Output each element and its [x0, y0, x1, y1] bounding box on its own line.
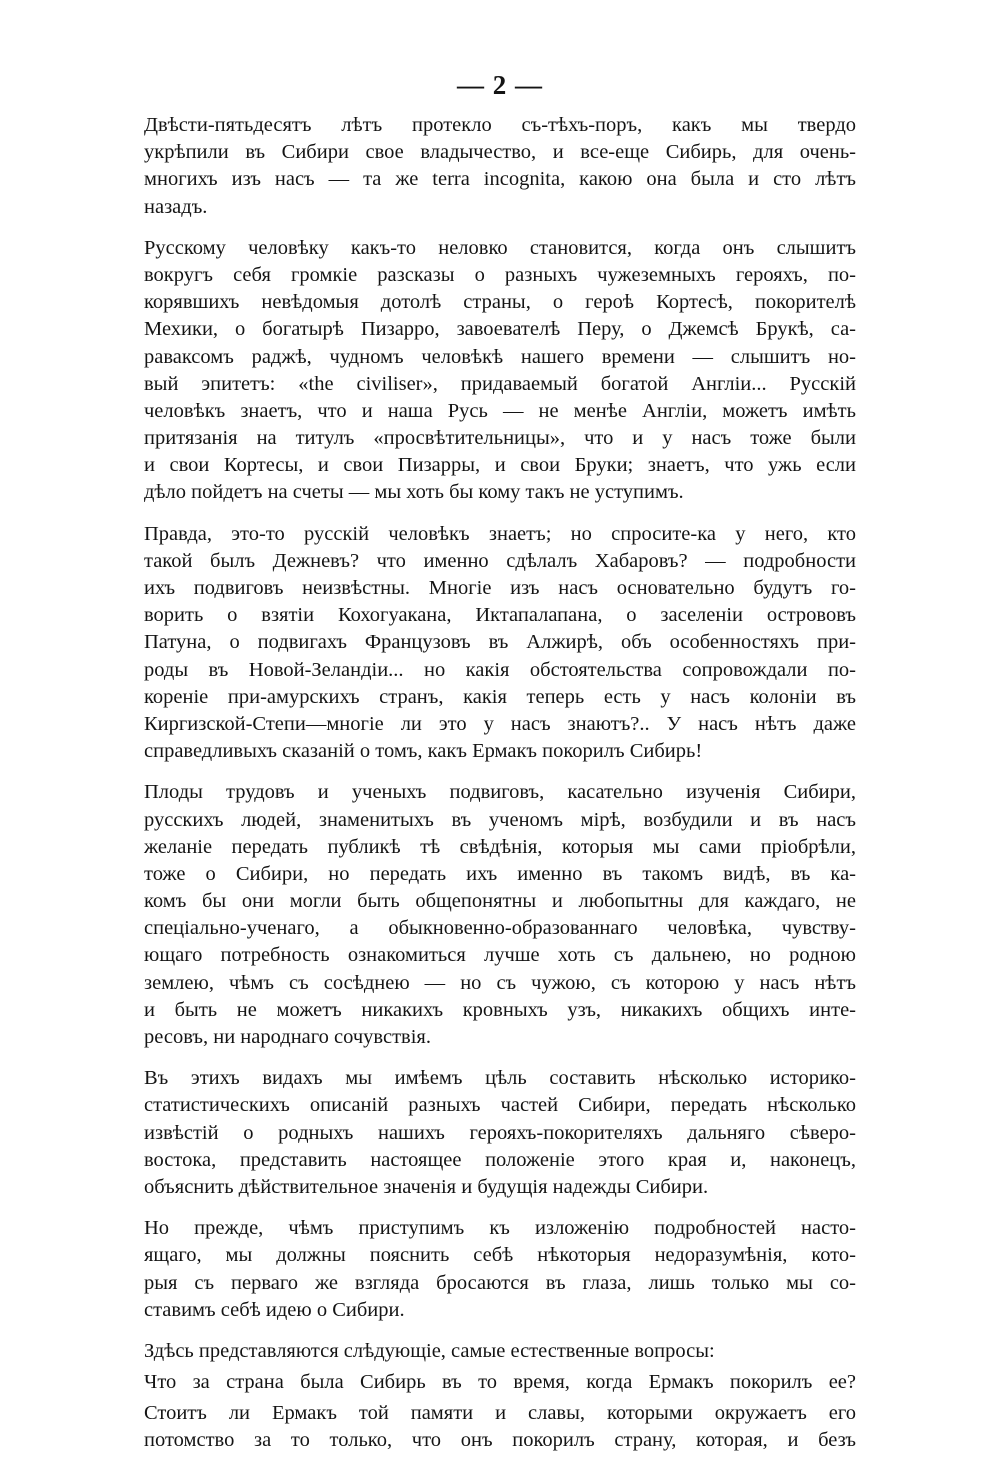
text-line: ресовъ, ни народнаго сочувствія.	[144, 1026, 431, 1048]
text-line: и быть не можетъ никакихъ кровныхъ узъ, никакихъ общихъ инте-	[144, 998, 856, 1021]
paragraph-2	[144, 235, 856, 507]
paragraph-7	[144, 1338, 856, 1365]
text-line: объяснить дѣйствительное значенія и будущія надежды Сибири.	[144, 1175, 709, 1198]
paragraph-4	[144, 779, 856, 1051]
text-line: желаніе передать публикѣ тѣ свѣдѣнія, которыя мы сами пріобрѣли,	[144, 835, 856, 858]
text-line: Здѣсь представляются слѣдующіе, самые естественные вопросы:	[144, 1339, 715, 1362]
text-line: раваксомъ раджѣ, чудномъ человѣкѣ нашего времени — слышитъ но-	[144, 345, 856, 368]
text-line: многихъ изъ насъ — та же terra incognita, какою она была и сто лѣтъ	[144, 168, 856, 191]
text-line: землею, чѣмъ съ сосѣднею — но съ чужою, съ которою у насъ нѣтъ	[144, 971, 856, 994]
text-line: статистическихъ описаній разныхъ частей Сибири, передать нѣсколько	[144, 1094, 856, 1117]
text-line: Двѣсти-пятьдесятъ лѣтъ протекло съ-тѣхъ-поръ, какъ мы твердо	[144, 114, 856, 136]
text-line: Патуна, о подвигахъ Французовъ въ Алжирѣ, объ особенностяхъ при-	[144, 631, 856, 654]
text-line: притязанія на титулъ «просвѣтительницы», что и у насъ тоже были	[144, 427, 856, 450]
text-line: Въ этихъ видахъ мы имѣемъ цѣль составить нѣсколько историко-	[144, 1067, 856, 1090]
text-line: ящаго, мы должны пояснить себѣ нѣкоторыя недоразумѣнія, кото-	[144, 1244, 856, 1267]
text-line: Но прежде, чѣмъ приступимъ къ изложенію подробностей насто-	[144, 1217, 856, 1240]
text-line: укрѣпили въ Сибири свое владычество, и все-еще Сибирь, для очень-	[144, 141, 856, 164]
text-line: Что за страна была Сибирь въ то время, когда Ермакъ покорилъ ее?	[144, 1371, 856, 1394]
paragraph-3	[144, 521, 856, 766]
text-line: справедливыхъ сказаній о томъ, какъ Ермакъ покорилъ Сибирь!	[144, 740, 703, 763]
page-number: — 2 —	[457, 70, 543, 100]
text-line: Русскому человѣку какъ-то неловко становится, когда онъ слышитъ	[144, 236, 856, 259]
text-line: ставимъ себѣ идею о Сибири.	[144, 1298, 405, 1321]
text-line: такой былъ Дежневъ? что именно сдѣлалъ Хабаровъ? — подробности	[144, 549, 856, 572]
text-line: востока, представить настоящее положеніе этого края и, наконецъ,	[144, 1148, 856, 1171]
body-text	[144, 112, 856, 1469]
text-line: Правда, это-то русскій человѣкъ знаетъ; но спросите-ка у него, кто	[144, 522, 856, 545]
text-line: Мехики, о богатырѣ Пизарро, завоевателѣ Перу, о Джемсѣ Брукѣ, са-	[144, 318, 856, 341]
text-line: рыя съ перваго же взгляда бросаются въ глаза, лишь только мы со-	[144, 1271, 856, 1294]
paragraph-8	[144, 1369, 856, 1396]
text-line: ющаго потребность ознакомиться лучше хоть съ дальнею, но родною	[144, 944, 856, 967]
text-line: ворить о взятіи Кохогуакана, Иктапалапана, о заселеніи острововъ	[144, 604, 856, 627]
text-line: потомство за то только, что онъ покорилъ страну, которая, и безъ	[144, 1429, 856, 1452]
text-line: извѣстій о родныхъ нашихъ герояхъ-покорителяхъ дальняго сѣверо-	[144, 1121, 856, 1144]
text-line: вый эпитетъ: «the civiliser», придаваемый богатой Англіи... Русскій	[144, 372, 856, 395]
text-line: корявшихъ невѣдомыя дотолѣ страны, о героѣ Кортесѣ, покорителѣ	[144, 291, 856, 314]
text-line: комъ бы они могли быть общепонятны и любопытны для каждаго, не	[144, 890, 856, 913]
text-line: человѣкъ знаетъ, что и наша Русь — не менѣе Англіи, можетъ имѣть	[144, 399, 856, 422]
paragraph-5	[144, 1065, 856, 1201]
text-line: вокругъ себя громкіе разсказы о разныхъ чужеземныхъ герояхъ, по-	[144, 263, 856, 286]
paragraph-1	[144, 112, 856, 221]
paragraph-9	[144, 1400, 856, 1454]
text-line: Киргизской-Степи—многіе ли это у насъ знаютъ?.. У насъ нѣтъ даже	[144, 712, 856, 735]
text-line: ихъ подвиговъ неизвѣстны. Многіе изъ насъ основательно будутъ го-	[144, 577, 856, 599]
text-line: Плоды трудовъ и ученыхъ подвиговъ, касательно изученія Сибири,	[144, 781, 856, 804]
text-line: и свои Кортесы, и свои Пизарры, и свои Бруки; знаетъ, что ужь если	[144, 454, 856, 477]
text-line: дѣло пойдетъ на счеты — мы хоть бы кому такъ не уступимъ.	[144, 481, 684, 504]
text-line: назадъ.	[144, 195, 208, 218]
text-line: русскихъ людей, знаменитыхъ въ ученомъ мірѣ, возбудили и въ насъ	[144, 808, 856, 831]
text-line: кореніе при-амурскихъ странъ, какія теперь есть у насъ колоніи въ	[144, 685, 856, 708]
text-line: спеціально-ученаго, а обыкновенно-образованнаго человѣка, чувству-	[144, 917, 856, 940]
paragraph-6	[144, 1215, 856, 1324]
text-line: роды въ Новой-Зеландіи... но какія обстоятельства сопровождали по-	[144, 658, 856, 681]
text-line: тоже о Сибири, но передать ихъ именно въ такомъ видѣ, въ ка-	[144, 862, 856, 885]
text-line: Стоитъ ли Ермакъ той памяти и славы, которыми окружаетъ его	[144, 1402, 856, 1425]
